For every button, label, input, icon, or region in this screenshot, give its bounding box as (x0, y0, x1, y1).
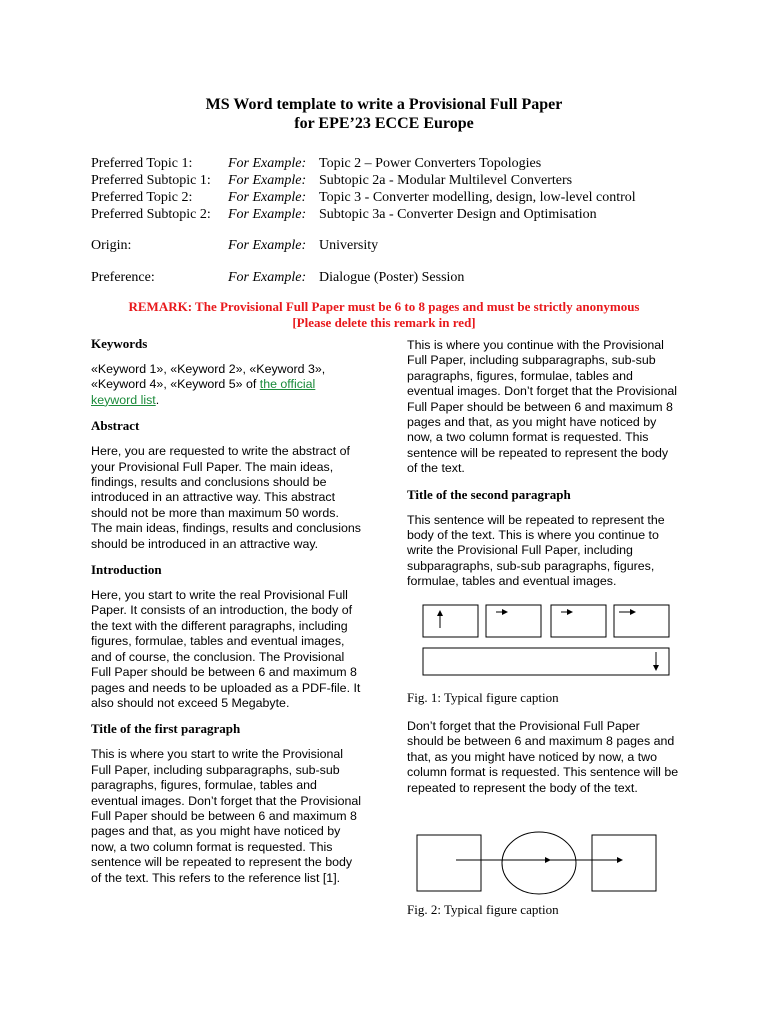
abstract-heading: Abstract (91, 418, 140, 434)
keywords-text: «Keyword 1», «Keyword 2», «Keyword 3», «Keyword 4», «Keyword 5» of the official keyword list. (91, 362, 326, 407)
figure-1-block-diagram (420, 602, 672, 678)
first-paragraph-heading: Title of the first paragraph (91, 721, 241, 737)
paper-title-line1: MS Word template to write a Provisional Full Paper (205, 96, 563, 113)
fig1-box-3 (551, 605, 606, 637)
fig1-box-2 (486, 605, 541, 637)
fig1-box-1 (423, 605, 478, 637)
fig2-left-box (417, 835, 481, 891)
figure-2-block-diagram (412, 830, 676, 896)
right-column (407, 338, 679, 590)
figure-1-caption: Fig. 1: Typical figure caption (407, 690, 559, 705)
fig1-wide-box (423, 648, 669, 675)
left-column (91, 336, 363, 886)
abstract-text: Here, you are requested to write the abstract of your Provisional Full Paper. The main ideas, findings, results and conclusions should be introduced in an attractive way. This abstract should not be more than maximum 50 words. The main ideas, findings, results and conclusions should be introduced in an attractive way. (91, 444, 361, 551)
introduction-heading: Introduction (91, 562, 162, 578)
second-paragraph-heading: Title of the second paragraph (407, 486, 571, 502)
fig1-box-4 (614, 605, 669, 637)
remark-line2: [Please delete this remark in red] (292, 315, 476, 330)
introduction-text: Here, you start to write the real Provisional Full Paper. It consists of an introduction, the body of the text with the different paragraphs, including figures, formulae, tables and eventual images, and of course, the conclusion. The Provisional Full Paper should be between 6 and maximum 8 pages and needs to be uploaded as a PDF-file. It also should not exceed 5 Megabyte. (91, 588, 361, 710)
continuation-text: This is where you continue with the Provisional Full Paper, including subparagraphs, sub-sub paragraphs, figures, formulae, tables and eventual images. Don’t forget that the Provisional Full Paper should be between 6 and maximum 8 pages and that, as you might have noticed by now, a two column format is requested. This sentence will be repeated to represent the body of the text. (407, 338, 677, 476)
second-paragraph-text: This sentence will be repeated to represent the body of the text. This is where you continue to write the Provisional Full Paper, including subparagraphs, sub-sub paragraphs, figures, formulae, tables and eventual images. (407, 512, 665, 589)
remark-line1: REMARK: The Provisional Full Paper must be 6 to 8 pages and must be strictly anonymous (128, 299, 640, 314)
middle-text: Don’t forget that the Provisional Full Paper should be between 6 and maximum 8 pages and that, as you might have noticed by now, a two column format is requested. This sentence will be repeated to represent the body of the text. (407, 719, 679, 795)
figure-2-caption: Fig. 2: Typical figure caption (407, 902, 559, 917)
fig2-circle (502, 832, 576, 894)
keyword-list-link[interactable]: the official keyword list (91, 377, 316, 407)
paper-title-line2: for EPE’23 ECCE Europe (294, 115, 474, 132)
fig2-right-box (592, 835, 656, 891)
keywords-heading: Keywords (91, 336, 148, 351)
first-paragraph-text: This is where you start to write the Provisional Full Paper, including subparagraphs, sub-sub paragraphs, figures, formulae, tables and eventual images. Don’t forget that the Provisional Full Paper should be between 6 and maximum 8 pages and that, as you might have noticed by now, a two column format is requested. This sentence will be repeated to represent the body of the text. This refers to the reference list [1]. (91, 747, 361, 885)
middle-text-block (407, 719, 679, 796)
